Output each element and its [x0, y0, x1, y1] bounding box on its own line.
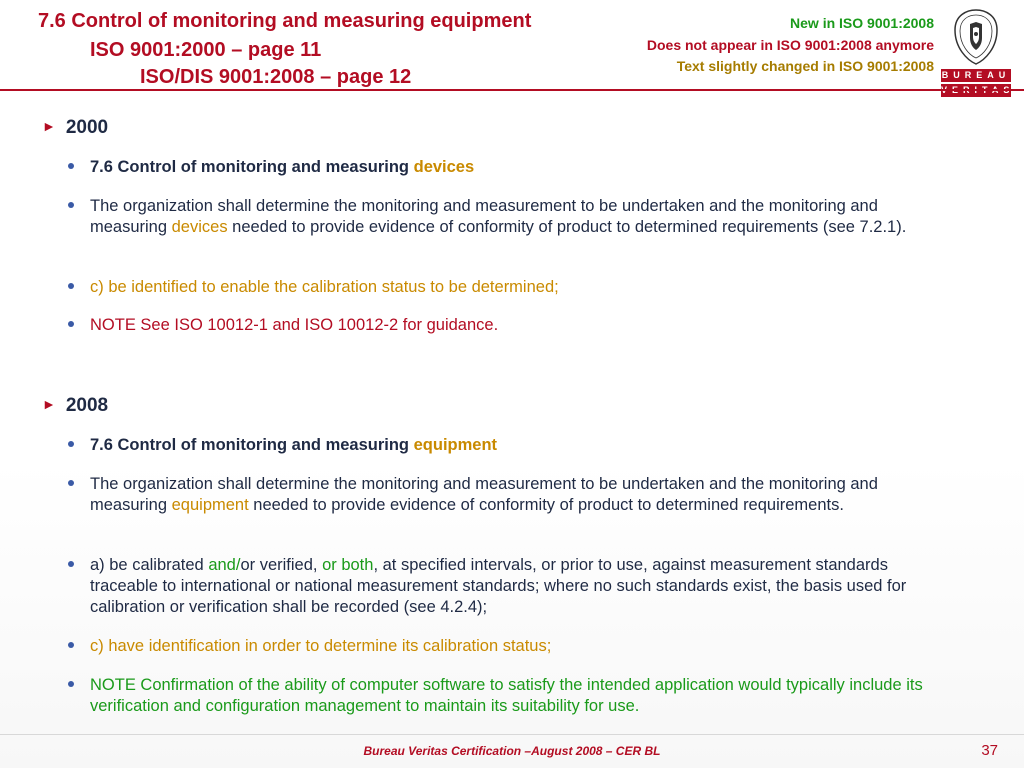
slide-subtitle-2000: ISO 9001:2000 – page 11	[90, 39, 322, 61]
bullet-icon	[68, 163, 74, 169]
list-item	[68, 675, 958, 717]
list-item	[68, 196, 958, 238]
legend-changed: Text slightly changed in ISO 9001:2008	[676, 58, 934, 74]
item-text: or verified,	[240, 556, 323, 574]
item-text: The organization shall determine the monitoring and measurement to be undertaken and the monitoring and measuring	[90, 475, 878, 514]
changed-word: devices	[413, 158, 475, 176]
arrow-right-icon: ►	[42, 396, 56, 412]
section-heading-2000	[42, 117, 108, 139]
list-item	[68, 277, 958, 298]
footer-text: Bureau Veritas Certification –August 2008 – CER BL	[363, 744, 661, 758]
list-item	[68, 315, 958, 336]
section-heading-label: 2008	[65, 395, 109, 416]
header-divider	[0, 89, 1024, 91]
section-heading-label: 2000	[65, 117, 109, 138]
item-text: needed to provide evidence of conformity of product to determined requirements.	[248, 496, 844, 514]
changed-clause: c) be identified to enable the calibration status to be determined;	[90, 278, 559, 296]
bullet-icon	[68, 480, 74, 486]
bullet-icon	[68, 283, 74, 289]
bullet-icon	[68, 202, 74, 208]
item-text: The organization shall determine the monitoring and measurement to be undertaken and the monitoring and measuring	[90, 197, 878, 236]
page-number: 37	[981, 742, 998, 759]
bullet-icon	[68, 441, 74, 447]
list-item	[68, 474, 958, 516]
changed-word: equipment	[413, 436, 498, 454]
section-heading-2008	[42, 395, 108, 417]
slide-subtitle-2008: ISO/DIS 9001:2008 – page 12	[140, 66, 412, 88]
bullet-icon	[68, 681, 74, 687]
bullet-icon	[68, 642, 74, 648]
list-item	[68, 636, 958, 657]
bureau-veritas-logo	[941, 8, 1011, 92]
item-text: 7.6 Control of monitoring and measuring	[90, 158, 414, 176]
logo-word-bureau: BUREAU	[941, 70, 1011, 80]
item-text: needed to provide evidence of conformity of product to determined requirements (see 7.2.1).	[227, 218, 907, 236]
slide-title: 7.6 Control of monitoring and measuring equipment	[38, 10, 532, 32]
arrow-right-icon: ►	[42, 118, 56, 134]
new-note: NOTE Confirmation of the ability of computer software to satisfy the intended application would typically include its verification and configuration management to maintain its suitability for use.	[90, 676, 923, 715]
item-text: a) be calibrated	[90, 556, 209, 574]
list-item	[68, 555, 958, 618]
new-word: or both	[322, 556, 374, 574]
footer-divider	[0, 734, 1024, 735]
changed-word: equipment	[171, 496, 249, 514]
new-word: and/	[208, 556, 241, 574]
removed-note: NOTE See ISO 10012-1 and ISO 10012-2 for guidance.	[90, 316, 499, 334]
changed-clause: c) have identification in order to determine its calibration status;	[90, 637, 552, 655]
changed-word: devices	[171, 218, 228, 236]
bullet-icon	[68, 321, 74, 327]
seal-icon	[951, 8, 1001, 66]
item-text: , at specified intervals, or prior to use, against measurement standards traceable to international or national measurement standards; where no such standards exist, the basis used for calibration or verification shall be recorded (see 4.2.4);	[90, 556, 907, 616]
list-item	[68, 157, 958, 178]
bullet-icon	[68, 561, 74, 567]
legend-new: New in ISO 9001:2008	[790, 15, 934, 31]
legend-removed: Does not appear in ISO 9001:2008 anymore	[646, 37, 934, 53]
list-item	[68, 435, 958, 456]
item-text: 7.6 Control of monitoring and measuring	[90, 436, 414, 454]
